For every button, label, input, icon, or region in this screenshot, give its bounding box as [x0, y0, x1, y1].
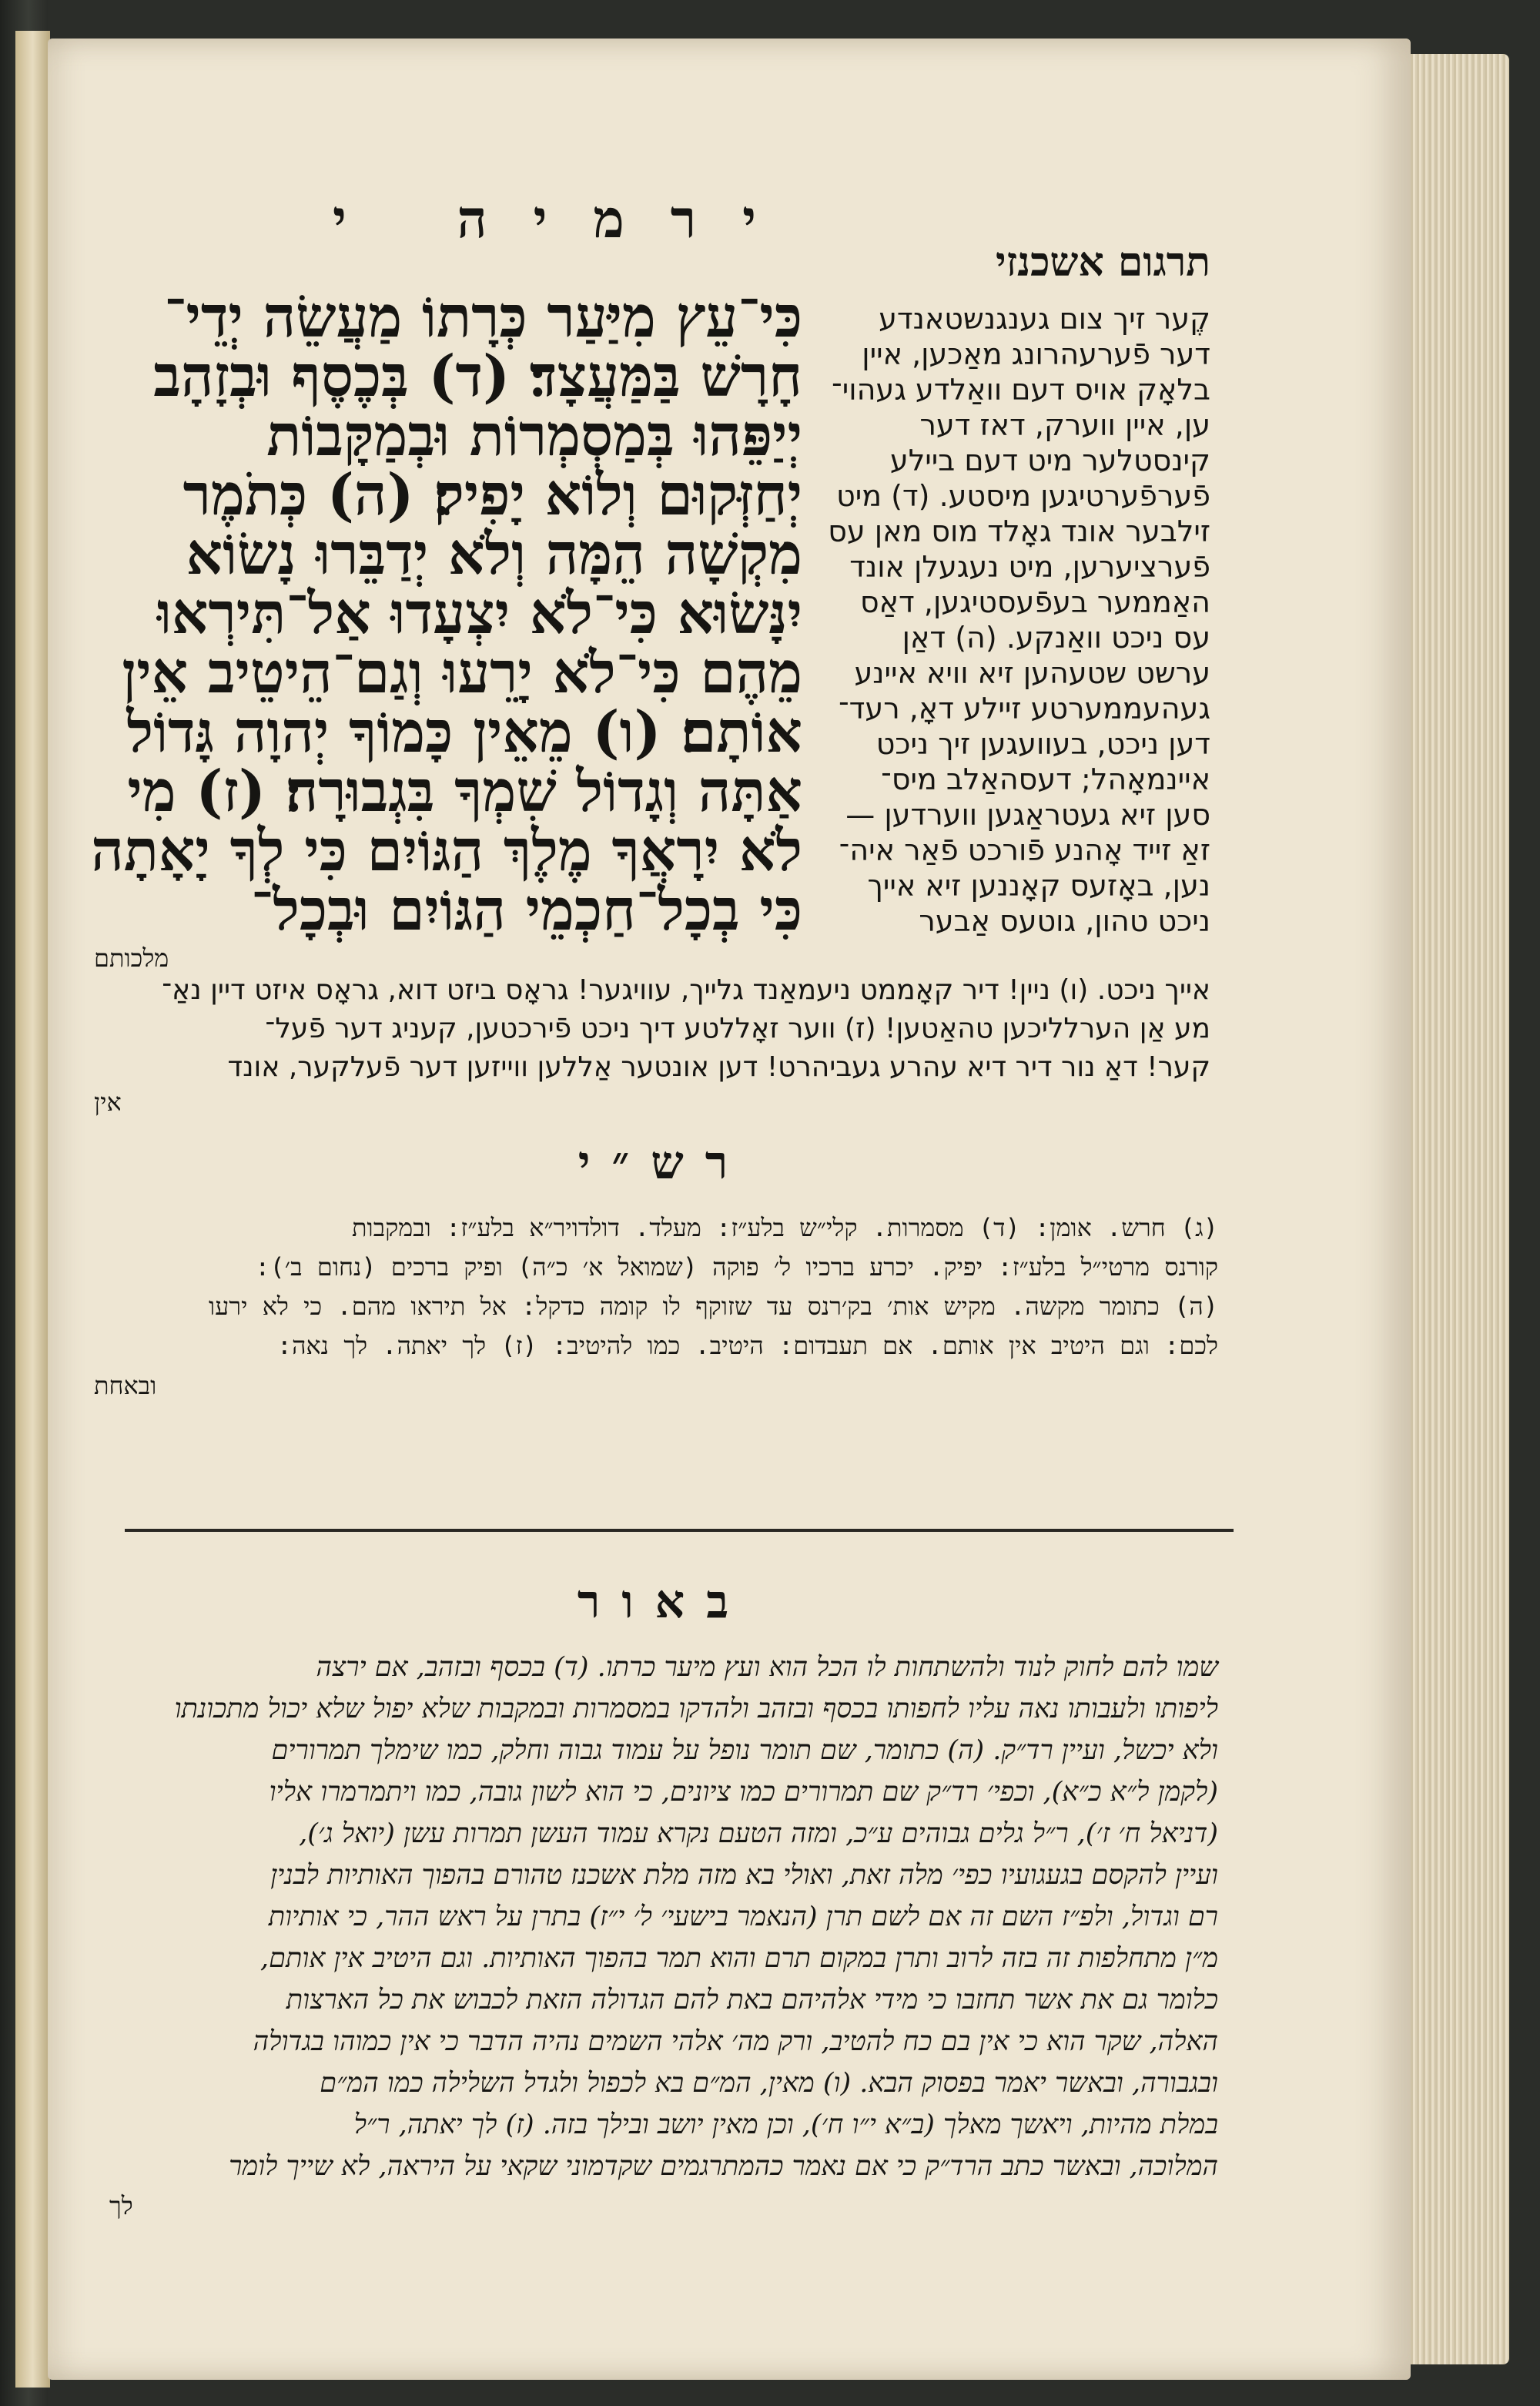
- translation-line: בלאָק אויס דעם וואַלדע געהוי־: [832, 373, 1210, 407]
- translation-line: קֶער זיך צום גענגנשטאנדע: [879, 302, 1210, 336]
- translation-line: געהעממערטע זיילע דאָ, רעד־: [838, 692, 1210, 725]
- translation-line: פֿערציערען, מיט נעגעלן אונד: [849, 550, 1210, 584]
- translation-line: סען זיא געטראַגען ווערדען —: [845, 798, 1210, 832]
- verse-line: יְיַפֵּהוּ בְּמַסְמְרוֹת וּבְמַקָּבוֹת: [266, 403, 802, 469]
- verse-line: כִּי בְכָל־חַכְמֵי הַגּוֹיִם וּבְכָל־: [250, 877, 802, 943]
- translation-wide-line: קער! דאַ נור דיר דיא עהרע געביהרט! דען אונטער אַללען ווייזען דער פֿעלקער, אונד: [227, 1051, 1210, 1083]
- rashi-line: לכם: וגם היטיב אין אותם. אם תעבדום: היטיב. כמו להיטיב: (ז) לך יאתה. לך נאה:: [276, 1331, 1218, 1360]
- beur-line: ובגבורה, ובאשר יאמר בפסוק הבא. (ו) מאין, המ״ם בא לכפול ולגדל השלילה כמו המ״ם: [320, 2068, 1218, 2099]
- catchword: מלכותם: [94, 943, 169, 973]
- beur-catchword: לך: [109, 2191, 133, 2220]
- verse-line: כִּי־עֵץ מִיַּעַר כְּרָתוֹ מַעֲשֵׂה יְדֵי־: [164, 284, 802, 350]
- translation-line: פֿערפֿערטיגען מיסטע. (ד) מיט: [836, 479, 1210, 513]
- catchword-translation: אין: [94, 1087, 122, 1117]
- rashi-line: (ג) חרש. אומן: (ד) מסמרות. קלי״ש בלע״ז: מעלד. דולדויר״א בלע״ז: ובמקבות: [352, 1213, 1218, 1242]
- running-head-main: ירמיה י: [333, 189, 802, 250]
- translation-wide-line: אייך ניכט. (ו) ניין! דיר קאָממט ניעמאַנד גלייך, עוויגער! גראָס ביזט דוא, גראָס איזט דיין נאַ־: [162, 974, 1210, 1006]
- beur-line: כלומר גם את אשר תחזבו כי מידי אלהיהם באת להם הגדולה הזאת לכבוש את כל הארצות: [286, 1985, 1218, 2016]
- beur-line: רם וגדול, ולפ״ז השם זה אם לשם תרן (הנאמר בישעי׳ ל׳ י״ז) בתרן על ראש ההר, כי אותיות: [268, 1902, 1218, 1932]
- beur-line: (דניאל ח׳ ז׳), ר״ל גלים גבוהים ע״כ, ומזה הטעם נקרא עמוד העשן תמרות עשן (יואל ג׳),: [299, 1818, 1218, 1849]
- verse-line: אוֹתָם׃ (ו) מֵאֵין כָּמוֹךָ יְהוָה גָּדוֹל: [126, 699, 802, 766]
- beur-line: במלת מהיות, ויאשך מאלך (ב״א י״ו ח׳), וכן מאין יושב ובילך בזה. (ז) לך יאתה, ר״ל: [353, 2109, 1218, 2140]
- rashi-line: (ה) כתומר מקשה. מקיש אות׳ בק׳רנס עד שזוקף לו קומה כדקל: אל תיראו מהם. כי לא ירעו: [209, 1292, 1218, 1321]
- beur-title: באור: [577, 1575, 751, 1629]
- verse-line: לֹא יִרָאֲךָ מֶלֶךְ הַגּוֹיִם כִּי לְךָ יָאָתָה: [91, 818, 802, 884]
- translation-line: עס ניכט וואַנקע. (ה) דאַן: [902, 621, 1210, 655]
- page-edges: [1411, 54, 1509, 2364]
- beur-line: שמו להם לחוק לנוד ולהשתחות לו הכל הוא ועץ מיער כרתו. (ד) בכסף ובזהב, אם ירצה: [316, 1652, 1218, 1683]
- beur-line: ולא יכשל, ועיין רד״ק. (ה) כתומר, שם תומר נופל על עמוד גבוה וחלק, כמו שימלך תמרורים: [271, 1735, 1218, 1766]
- beur-line: המלוכה, ובאשר כתב הרד״ק כי אם נאמר כהמתרגמים שקדמוני שקאי על היראה, לא שייך לומר: [229, 2151, 1218, 2182]
- book-page: [48, 39, 1411, 2380]
- translation-line: דען ניכט, בעוועגען זיך ניכט: [875, 727, 1210, 761]
- book-spine: [15, 31, 50, 2388]
- rashi-catchword: ובאחת: [94, 1371, 157, 1400]
- verse-line: מֵהֶם כִּי־לֹא יָרֵעוּ וְגַם־הֵיטֵיב אֵין: [122, 640, 802, 706]
- translation-line: ערשט שטעהען זיא וויא איינע: [854, 656, 1210, 690]
- translation-line: דער פֿערעהרונג מאַכען, איין: [862, 337, 1210, 371]
- translation-line: האַממער בעפֿעסטיגען, דאַס: [860, 585, 1210, 619]
- rashi-title: רש״י: [578, 1136, 750, 1190]
- beur-line: מ״ן מתחלפות זה בזה לרוב ותרן במקום תרם והוא תמר בהפוך האותיות. וגם היטיב אין אותם,: [260, 1943, 1218, 1974]
- translation-line: זילבער אונד גאָלד מוס מאן עס: [828, 514, 1210, 548]
- translation-line: ניכט טהון, גוטעס אַבער: [919, 904, 1210, 938]
- translation-line: איינמאָהל; דעסהאַלב מיס־: [881, 762, 1210, 796]
- translation-line: נען, באָזעס קאָננען זיא אייך: [867, 869, 1210, 903]
- beur-line: (לקמן ל״א כ״א), וכפי׳ רד״ק שם תמרורים כמו ציונים, כי הוא לשון גובה, כמו ויתמרמרו אליו: [269, 1777, 1218, 1808]
- beur-line: ליפותו ולעבותו נאה עליו לחפותו בכסף ובזהב ולהדקו במסמרות ובמקבות שלא יפול שלא יכול מתכונתו: [174, 1694, 1218, 1724]
- verse-line: יִנָּשׂוּא כִּי־לֹא יִצְעָדוּ אַל־תִּירְאוּ: [157, 581, 802, 647]
- translation-line: ען, איין ווערק, דאז דער: [919, 408, 1210, 442]
- verse-line: מִקְשָׁה הֵמָּה וְלֹא יְדַבֵּרוּ נָשׂוֹא: [186, 521, 802, 588]
- running-head-translation: תרגום אשכנזי: [996, 239, 1210, 286]
- translation-line: קינסטלער מיט דעם ביילע: [889, 444, 1210, 478]
- verse-line: אַתָּה וְגָדוֹל שִׁמְךָ בִּגְבוּרָה׃ (ז) מִי: [127, 759, 802, 825]
- beur-line: האלה, שקר הוא כי אין בם כח להטיב, ורק מה׳ אלהי השמים נהיה הדבר כי אין כמוהו בגדולה: [253, 2026, 1218, 2057]
- verse-line: חָרָשׁ בַּמַּעֲצָד׃ (ד) בְּכֶסֶף וּבְזָהָב: [153, 343, 802, 410]
- section-divider: [125, 1529, 1234, 1532]
- verse-line: יְחַזְּקוּם וְלוֹא יָפִיק׃ (ה) כְּתֹמֶר: [182, 462, 802, 528]
- translation-line: זאַ זייד אָהנע פֿורכט פֿאַר איה־: [839, 833, 1210, 867]
- rashi-line: קורנס מרטי״ל בלע״ז: יפיק. יכרע ברכיו ל׳ פוקה (שמואל א׳ כ״ה) ופיק ברכים (נחום ב׳):: [255, 1252, 1218, 1282]
- translation-wide-line: מע אַן הערלליכען טהאַטען! (ז) ווער זאָללטע דיך ניכט פֿירכטען, קעניג דער פֿעל־: [265, 1013, 1210, 1044]
- beur-line: ועיין להקסם בגעגועיו כפי׳ מלה זאת, ואולי בא מזה מלת אשכנז טהורם בהפוך האותיות לבנין: [270, 1860, 1218, 1891]
